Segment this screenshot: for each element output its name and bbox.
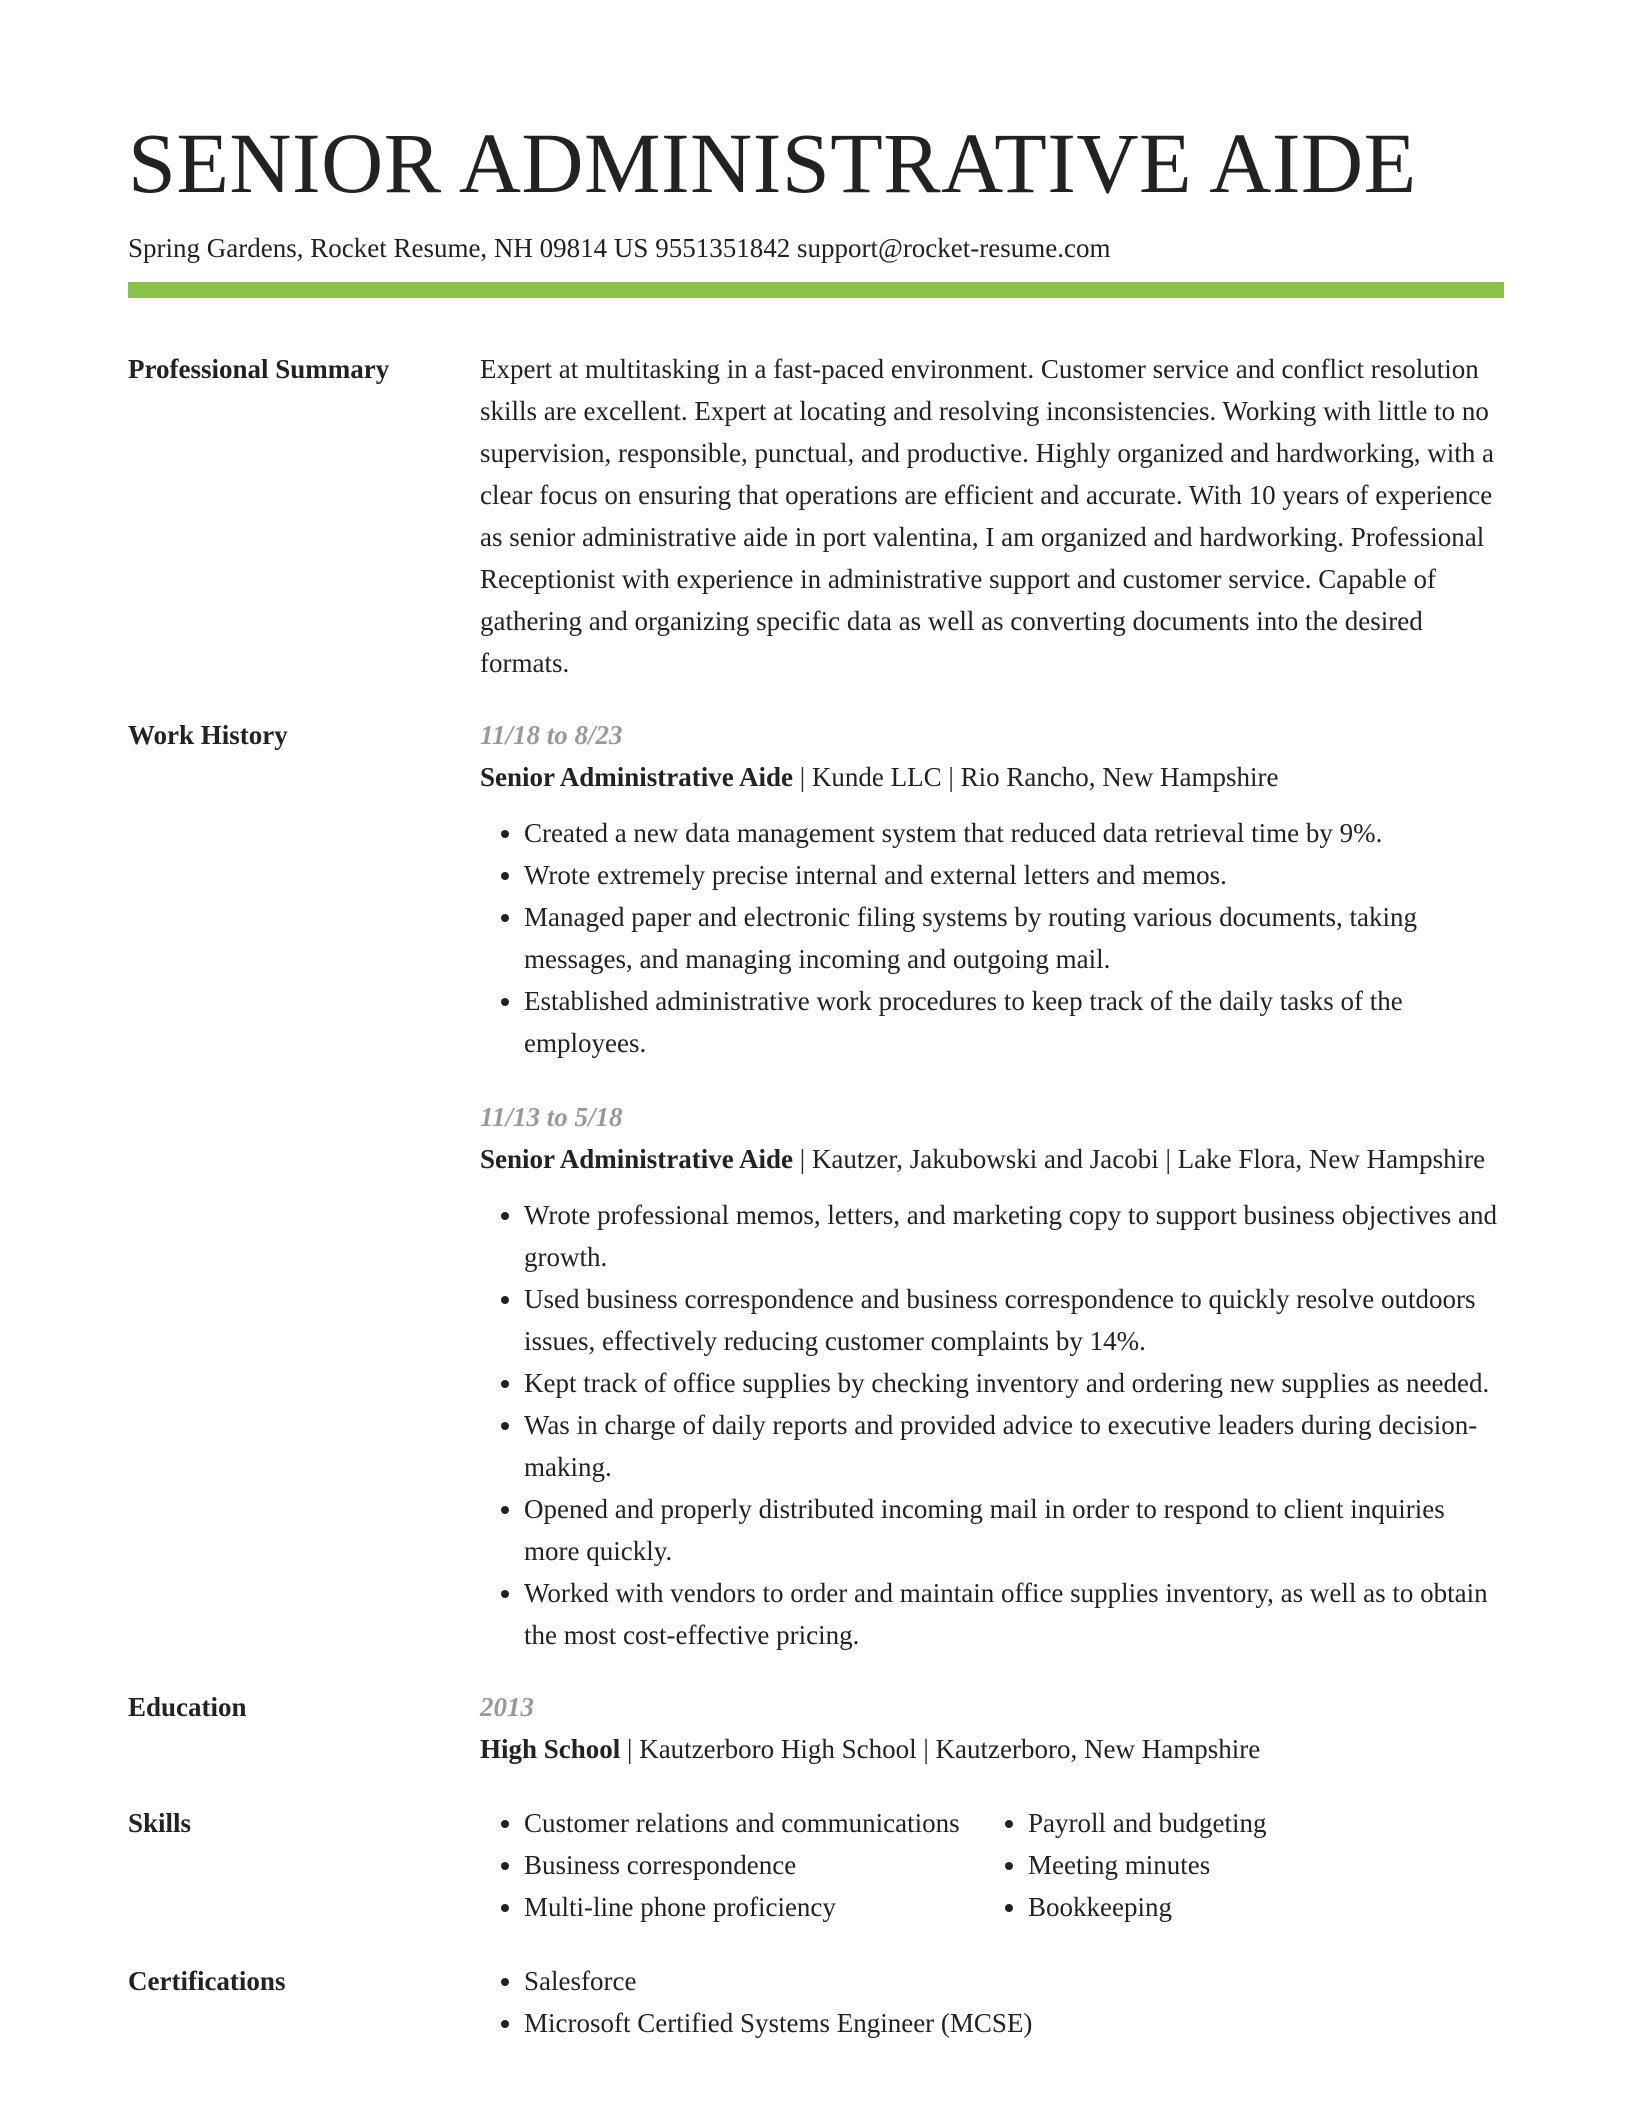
job-details: | Kautzer, Jakubowski and Jacobi | Lake Flora, New Hampshire xyxy=(793,1144,1486,1175)
job-bullet: • Opened and properly distributed incoming mail in order to respond to client inquiries more quickly. xyxy=(524,1488,1504,1572)
job-bullet: • Worked with vendors to order and maintain office supplies inventory, as well as to obtain the most cost-effective pricing. xyxy=(524,1572,1504,1656)
education-line xyxy=(480,1728,1504,1770)
skill-item: • Customer relations and communications xyxy=(524,1802,984,1844)
job-title-line xyxy=(480,1138,1504,1180)
skill-item: • Bookkeeping xyxy=(1028,1886,1528,1928)
section-title-skills: Skills xyxy=(128,1808,192,1839)
job-bullet: • Created a new data management system that reduced data retrieval time by 9%. xyxy=(524,812,1504,854)
job-bullet: • Wrote professional memos, letters, and marketing copy to support business objectives and growth. xyxy=(524,1194,1504,1278)
resume-page xyxy=(128,0,1504,2044)
skill-item: • Business correspondence xyxy=(524,1844,984,1886)
skills-column-1 xyxy=(480,1802,984,1928)
education-details: | Kautzerboro High School | Kautzerboro, New Hampshire xyxy=(620,1734,1261,1765)
education-section xyxy=(128,1686,1504,1770)
job-details: | Kunde LLC | Rio Rancho, New Hampshire xyxy=(793,762,1279,793)
certifications-list xyxy=(480,1960,1504,2044)
contact-info: Spring Gardens, Rocket Resume, NH 09814 US 9551351842 support@rocket-resume.com xyxy=(128,233,1111,263)
section-title-education: Education xyxy=(128,1692,247,1723)
certifications-body xyxy=(480,1960,1504,2044)
education-entry xyxy=(480,1686,1504,1770)
job-dates: 11/18 to 8/23 xyxy=(480,720,623,751)
job-bullet: • Used business correspondence and business correspondence to quickly resolve outdoors issues, effectively reducing customer complaints by 14%. xyxy=(524,1278,1504,1362)
header-divider xyxy=(128,282,1504,298)
education-degree: High School xyxy=(480,1734,621,1765)
work-entries xyxy=(480,714,1504,1656)
section-title-summary: Professional Summary xyxy=(128,354,390,385)
job-bullet: • Kept track of office supplies by checking inventory and ordering new supplies as needed. xyxy=(524,1362,1504,1404)
job-entry xyxy=(480,714,1504,1064)
job-entry xyxy=(480,1096,1504,1656)
section-title-work: Work History xyxy=(128,720,288,751)
skills-columns xyxy=(480,1802,1528,1928)
job-role: Senior Administrative Aide xyxy=(480,762,794,793)
skills-section xyxy=(128,1802,1504,1928)
job-bullets xyxy=(480,812,1504,1064)
certification-item: • Salesforce xyxy=(524,1960,1504,2002)
job-bullet: • Managed paper and electronic filing systems by routing various documents, taking messages, and managing incoming and outgoing mail. xyxy=(524,896,1504,980)
job-dates: 11/13 to 5/18 xyxy=(480,1102,623,1133)
certifications-section xyxy=(128,1960,1504,2044)
work-history-section xyxy=(128,714,1504,1656)
summary-text: Expert at multitasking in a fast-paced environment. Customer service and conflict resolution skills are excellent. Expert at locating and resolving inconsistencies. Working with little to no supervision, responsible, punctual, and productive. Highly organized and hardworking, with a clear focus on ensuring that operations are efficient and accurate. With 10 years of experience as senior administrative aide in port valentina, I am organized and hardworking. Professional Receptionist with experience in administrative support and customer service. Capable of gathering and organizing specific data as well as converting documents into the desired formats. xyxy=(480,354,1495,679)
job-bullets xyxy=(480,1194,1504,1656)
section-title-certifications: Certifications xyxy=(128,1966,286,1997)
skill-item: • Payroll and budgeting xyxy=(1028,1802,1528,1844)
skill-item: • Meeting minutes xyxy=(1028,1844,1528,1886)
skill-item: • Multi-line phone proficiency xyxy=(524,1886,984,1928)
job-title-line xyxy=(480,756,1504,798)
job-role: Senior Administrative Aide xyxy=(480,1144,794,1175)
job-bullet: • Wrote extremely precise internal and external letters and memos. xyxy=(524,854,1504,896)
education-year: 2013 xyxy=(480,1692,534,1723)
resume-name: SENIOR ADMINISTRATIVE AIDE xyxy=(128,115,1417,211)
job-bullet: • Established administrative work procedures to keep track of the daily tasks of the employees. xyxy=(524,980,1504,1064)
certification-item: • Microsoft Certified Systems Engineer (MCSE) xyxy=(524,2002,1504,2044)
skills-column-2 xyxy=(984,1802,1528,1928)
professional-summary-section xyxy=(128,348,1504,684)
job-bullet: • Was in charge of daily reports and provided advice to executive leaders during decision-making. xyxy=(524,1404,1504,1488)
